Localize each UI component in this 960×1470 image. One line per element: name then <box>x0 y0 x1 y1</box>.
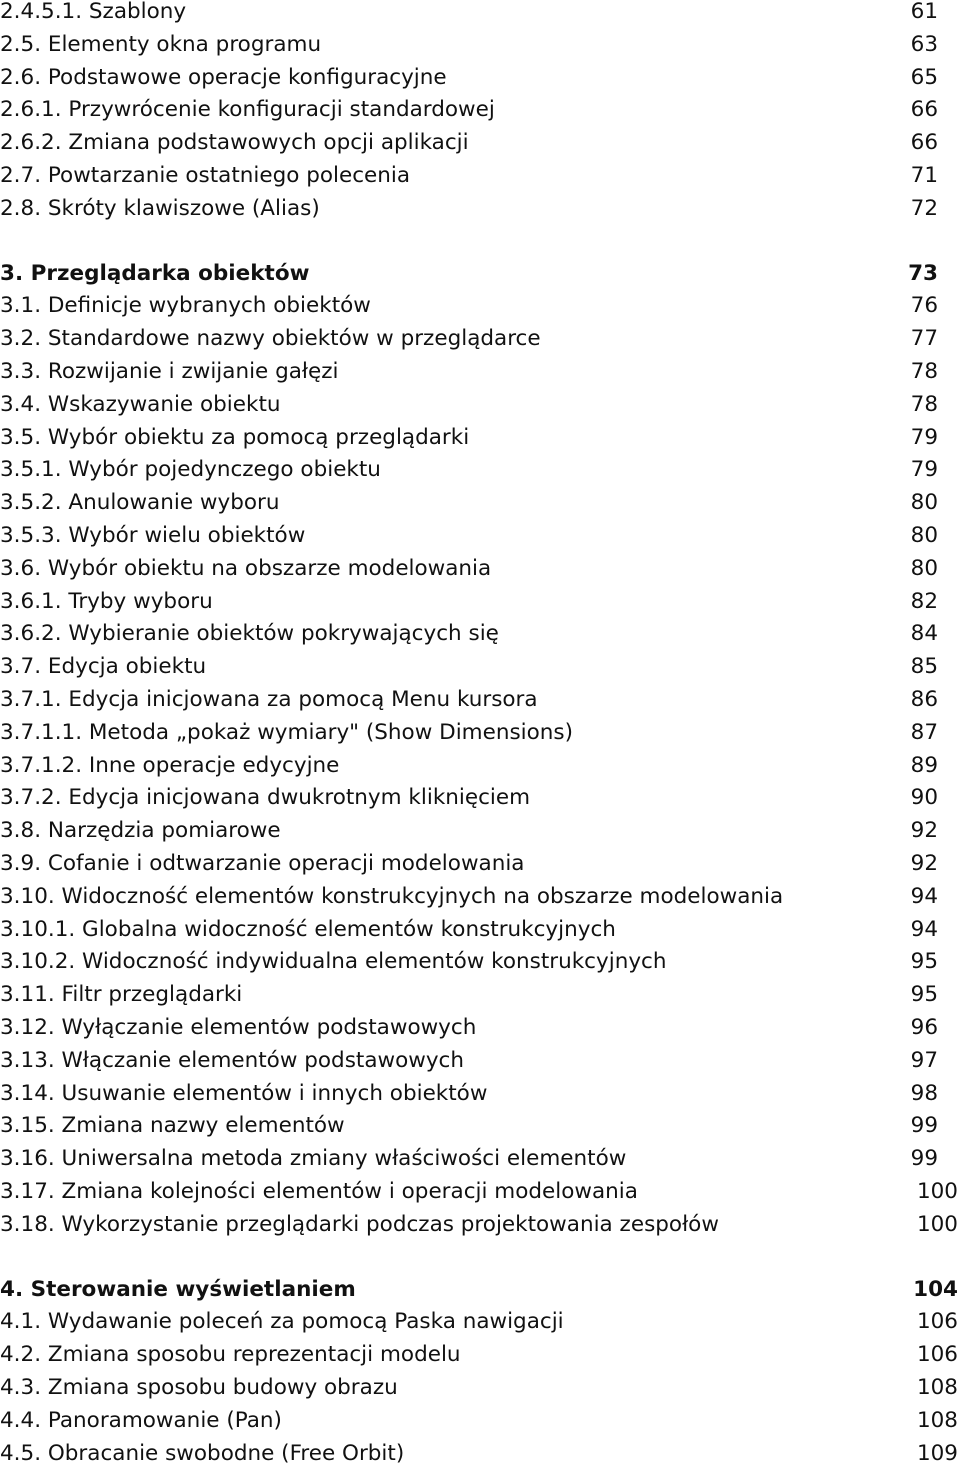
toc-entry-page-number: 106 <box>916 1309 958 1335</box>
toc-entry <box>0 1045 958 1077</box>
toc-entry <box>0 1405 958 1437</box>
toc-entry-page-number: 89 <box>910 752 938 778</box>
toc-entry <box>0 782 958 814</box>
toc-entry-page-number: 94 <box>910 883 938 909</box>
toc-entry <box>0 389 958 421</box>
toc-entry <box>0 323 958 355</box>
toc-entry-title: 3.11. Filtr przeglądarki <box>0 982 243 1008</box>
toc-chapter-heading <box>0 1274 958 1306</box>
toc-entry-title: 3.5.1. Wybór pojedynczego obiektu <box>0 457 381 483</box>
toc-entry-page-number: 80 <box>910 490 938 516</box>
toc-entry <box>0 651 958 683</box>
toc-entry-title: 2.8. Skróty klawiszowe (Alias) <box>0 195 320 221</box>
toc-chapter-heading <box>0 258 958 290</box>
toc-entry-title: 3.5.2. Anulowanie wyboru <box>0 490 280 516</box>
toc-entry-title: 3.4. Wskazywanie obiektu <box>0 391 281 417</box>
toc-entry-title: 3.18. Wykorzystanie przeglądarki podczas projektowania zespołów <box>0 1211 719 1237</box>
toc-entry-page-number: 82 <box>910 588 938 614</box>
toc-entry-page-number: 109 <box>916 1440 958 1466</box>
toc-entry-page-number: 100 <box>916 1179 958 1204</box>
toc-entry <box>0 454 958 486</box>
toc-entry-title: 3.17. Zmiana kolejności elementów i operacji modelowania <box>0 1179 638 1204</box>
toc-entry-page-number: 99 <box>910 1113 938 1139</box>
toc-entry-page-number: 72 <box>910 195 938 221</box>
toc-entry-title: 3.6.2. Wybieranie obiektów pokrywających się <box>0 621 499 647</box>
toc-entry <box>0 1143 958 1175</box>
toc-entry <box>0 750 958 782</box>
toc-entry-title: 2.5. Elementy okna programu <box>0 31 322 57</box>
toc-entry-page-number: 97 <box>910 1047 938 1073</box>
toc-entry-title: 2.4.5.1. Szablony <box>0 0 187 24</box>
toc-entry-page-number: 66 <box>910 130 938 156</box>
toc-entry <box>0 1438 958 1470</box>
toc-entry <box>0 618 958 650</box>
toc-entry-title: 3.7.1. Edycja inicjowana za pomocą Menu kursora <box>0 687 538 712</box>
toc-entry-page-number: 106 <box>916 1342 958 1368</box>
toc-entry-page-number: 80 <box>910 523 938 548</box>
toc-entry-title: 4.5. Obracanie swobodne (Free Orbit) <box>0 1440 405 1466</box>
toc-entry <box>0 1372 958 1404</box>
toc-entry-page-number: 79 <box>910 424 938 450</box>
toc-entry-title: 3.6. Wybór obiektu na obszarze modelowania <box>0 555 492 581</box>
toc-entry <box>0 914 958 946</box>
toc-entry-title: 4.2. Zmiana sposobu reprezentacji modelu <box>0 1342 461 1368</box>
toc-entry-page-number: 104 <box>913 1276 958 1302</box>
toc-entry-title: 4.1. Wydawanie poleceń za pomocą Paska nawigacji <box>0 1309 564 1335</box>
toc-entry-title: 3.7. Edycja obiektu <box>0 654 207 680</box>
toc-entry-page-number: 108 <box>916 1407 958 1433</box>
toc-entry-title: 3. Przeglądarka obiektów <box>0 260 310 286</box>
toc-entry-title: 2.6.2. Zmiana podstawowych opcji aplikacji <box>0 130 469 156</box>
toc-entry <box>0 422 958 454</box>
toc-entry-title: 3.5. Wybór obiektu za pomocą przeglądarki <box>0 424 470 450</box>
toc-entry-page-number: 95 <box>910 982 938 1008</box>
toc-entry-title: 3.15. Zmiana nazwy elementów <box>0 1113 345 1139</box>
toc-entry-page-number: 79 <box>910 457 938 483</box>
toc-entry-page-number: 71 <box>910 163 938 188</box>
toc-entry-page-number: 84 <box>910 621 938 647</box>
toc-entry-title: 3.7.1.1. Metoda „pokaż wymiary" (Show Dimensions) <box>0 719 574 745</box>
toc-entry-page-number: 78 <box>910 391 938 417</box>
toc-entry-page-number: 78 <box>910 359 938 384</box>
toc-entry <box>0 979 958 1011</box>
toc-entry-title: 3.8. Narzędzia pomiarowe <box>0 818 281 844</box>
toc-entry-title: 3.16. Uniwersalna metoda zmiany właściwości elementów <box>0 1146 627 1172</box>
toc-entry-page-number: 98 <box>910 1080 938 1106</box>
toc-entry-title: 3.1. Definicje wybranych obiektów <box>0 293 371 319</box>
toc-entry <box>0 848 958 880</box>
toc-entry <box>0 94 958 126</box>
toc-entry <box>0 1110 958 1142</box>
toc-entry-page-number: 94 <box>910 916 938 942</box>
toc-entry <box>0 946 958 978</box>
toc-entry <box>0 356 958 388</box>
toc-entry-title: 3.10. Widoczność elementów konstrukcyjnych na obszarze modelowania <box>0 883 784 909</box>
toc-entry <box>0 881 958 913</box>
toc-entry-title: 3.14. Usuwanie elementów i innych obiektów <box>0 1080 488 1106</box>
toc-entry-title: 3.7.2. Edycja inicjowana dwukrotnym kliknięciem <box>0 785 531 811</box>
toc-entry-page-number: 73 <box>908 260 938 286</box>
toc-entry <box>0 290 958 322</box>
toc-entry-page-number: 65 <box>910 64 938 90</box>
toc-entry-page-number: 92 <box>910 818 938 844</box>
toc-entry-page-number: 95 <box>910 949 938 975</box>
toc-entry-title: 3.10.2. Widoczność indywidualna elementów konstrukcyjnych <box>0 949 667 975</box>
toc-entry <box>0 193 958 225</box>
toc-entry <box>0 1339 958 1371</box>
toc-entry-title: 3.13. Włączanie elementów podstawowych <box>0 1047 465 1073</box>
toc-entry <box>0 0 958 28</box>
toc-entry-title: 3.6.1. Tryby wyboru <box>0 588 213 614</box>
toc-entry-title: 2.6.1. Przywrócenie konfiguracji standardowej <box>0 97 495 123</box>
toc-entry-page-number: 66 <box>910 97 938 123</box>
toc-entry-page-number: 87 <box>910 719 938 745</box>
toc-entry-page-number: 92 <box>910 851 938 876</box>
toc-entry <box>0 717 958 749</box>
toc-entry-title: 3.9. Cofanie i odtwarzanie operacji modelowania <box>0 851 525 876</box>
toc-entry <box>0 586 958 618</box>
toc-entry-title: 3.3. Rozwijanie i zwijanie gałęzi <box>0 359 339 384</box>
toc-entry-title: 4.3. Zmiana sposobu budowy obrazu <box>0 1375 398 1400</box>
toc-entry-title: 3.2. Standardowe nazwy obiektów w przeglądarce <box>0 326 541 352</box>
toc-entry-page-number: 100 <box>916 1211 958 1237</box>
toc-entry <box>0 553 958 585</box>
toc-entry <box>0 684 958 716</box>
toc-entry <box>0 127 958 159</box>
toc-entry <box>0 1176 958 1208</box>
toc-entry-page-number: 86 <box>910 687 938 712</box>
toc-entry-title: 3.7.1.2. Inne operacje edycyjne <box>0 752 340 778</box>
toc-entry-title: 3.5.3. Wybór wielu obiektów <box>0 523 306 548</box>
toc-entry-page-number: 99 <box>910 1146 938 1172</box>
toc-entry <box>0 1012 958 1044</box>
toc-entry-page-number: 108 <box>916 1375 958 1400</box>
toc-entry <box>0 1209 958 1241</box>
toc-entry-page-number: 61 <box>910 0 938 24</box>
toc-entry <box>0 815 958 847</box>
toc-entry-page-number: 76 <box>910 293 938 319</box>
toc-entry-page-number: 63 <box>910 31 938 57</box>
toc-entry-page-number: 96 <box>910 1015 938 1040</box>
toc-entry-title: 3.10.1. Globalna widoczność elementów konstrukcyjnych <box>0 916 616 942</box>
toc-entry-title: 3.12. Wyłączanie elementów podstawowych <box>0 1015 477 1040</box>
toc-entry <box>0 160 958 192</box>
toc-entry <box>0 487 958 519</box>
toc-entry <box>0 29 958 61</box>
toc-entry <box>0 520 958 552</box>
toc-entry-title: 2.7. Powtarzanie ostatniego polecenia <box>0 163 411 188</box>
toc-entry <box>0 1078 958 1110</box>
toc-entry <box>0 1306 958 1338</box>
toc-entry-title: 4.4. Panoramowanie (Pan) <box>0 1407 282 1433</box>
toc-entry-page-number: 85 <box>910 654 938 680</box>
toc-entry-title: 4. Sterowanie wyświetlaniem <box>0 1276 356 1302</box>
toc-entry-page-number: 90 <box>910 785 938 811</box>
toc-entry-page-number: 77 <box>910 326 938 352</box>
toc-entry <box>0 62 958 94</box>
toc-entry-title: 2.6. Podstawowe operacje konfiguracyjne <box>0 64 447 90</box>
toc-entry-page-number: 80 <box>910 555 938 581</box>
